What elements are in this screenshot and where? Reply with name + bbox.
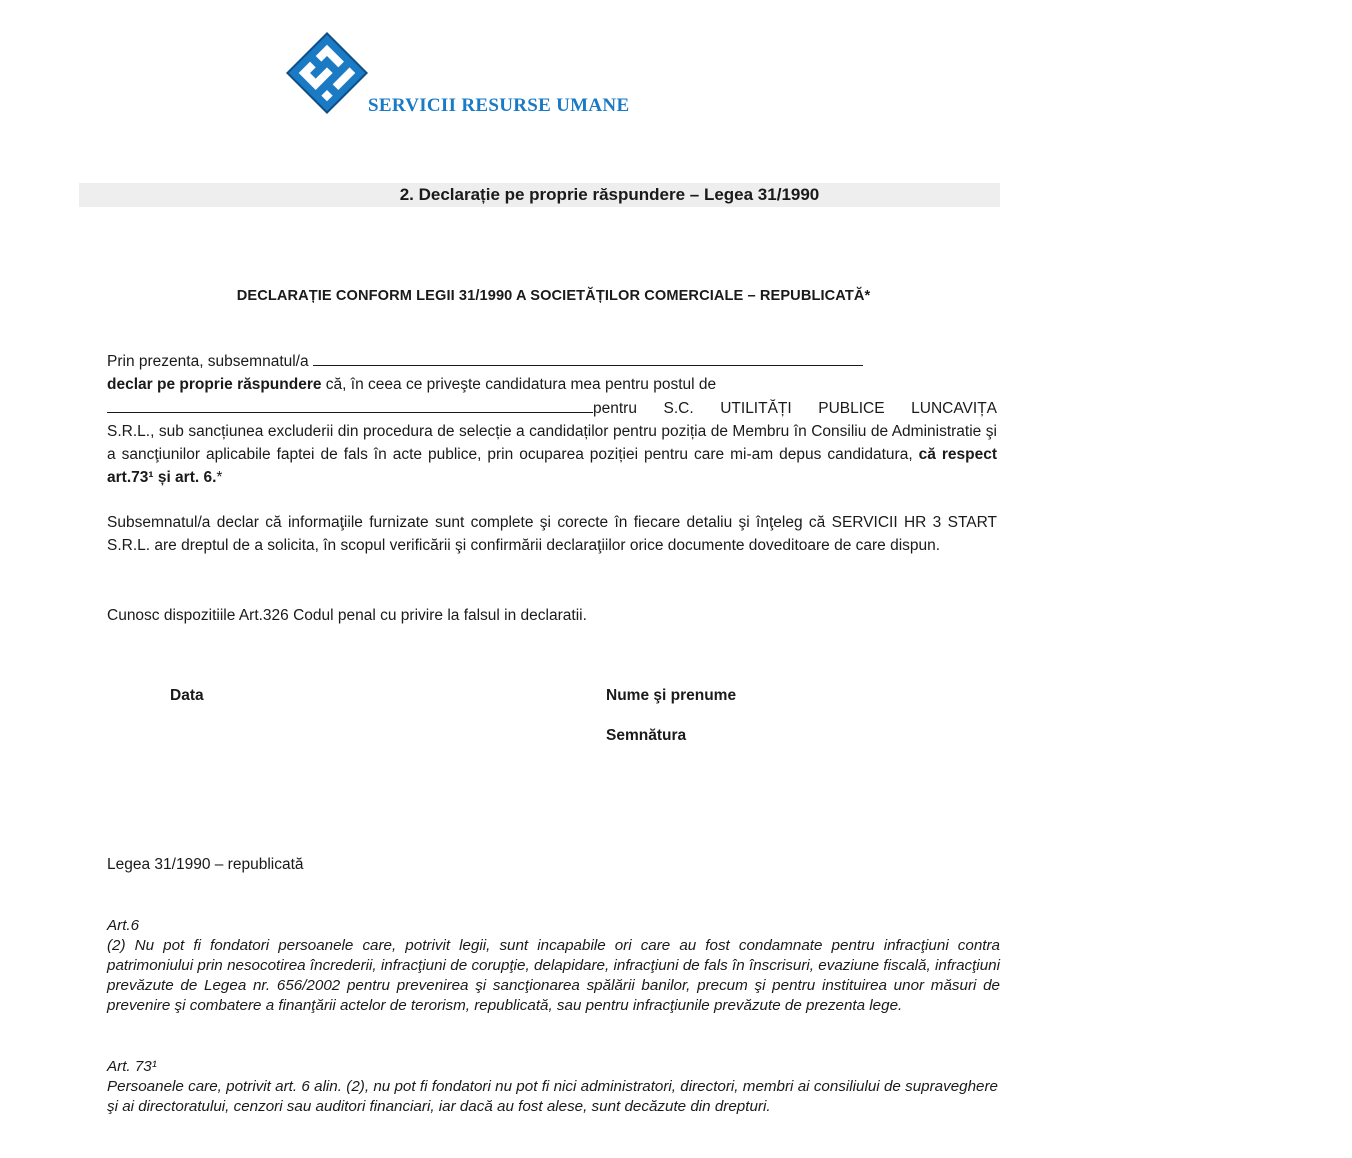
- signature-label: Semnătura: [606, 727, 687, 744]
- article-73-1: [107, 1057, 998, 1117]
- respect-bold-text: că respect art.73¹ și art. 6.: [107, 446, 997, 487]
- law-title: Legea 31/1990 – republicată: [107, 856, 304, 873]
- declare-rest-text: că, în ceea ce priveşte candidatura mea pentru postul de: [321, 376, 717, 394]
- penal-code-paragraph: Cunosc dispozitiile Art.326 Codul penal cu privire la falsul in declaratii.: [107, 607, 587, 624]
- declaration-body: [107, 420, 997, 490]
- asterisk-mark: *: [216, 469, 223, 487]
- date-label: Data: [170, 687, 204, 704]
- position-blank-field[interactable]: [107, 412, 593, 413]
- position-rest-text: pentru S.C. UTILITĂȚI PUBLICE LUNCAVIȚA: [593, 399, 997, 417]
- brand-name: SERVICII RESURSE UMANE: [368, 95, 630, 116]
- information-paragraph: Subsemnatul/a declar că informaţiile furnizate sunt complete şi corecte în fiecare detaliu şi înţeleg că SERVICII HR 3 START S.R.L. are dreptul de a solicita, în scopul verificării şi confirmării declaraţiilor orice documente doveditoare de care dispun.: [107, 514, 997, 555]
- article-73-1-text: Persoanele care, potrivit art. 6 alin. (2), nu pot fi fondatori nu pot fi nici administratori, directori, membri ai consiliului de supraveghere şi ai directoratului, cenzori sau auditori financiari, iar dacă au fost alese, sunt decăzute din drepturi.: [107, 1078, 998, 1115]
- full-name-label: Nume şi prenume: [606, 687, 737, 704]
- declaration-heading: DECLARAȚIE CONFORM LEGII 31/1990 A SOCIETĂȚILOR COMERCIALE – REPUBLICATĂ*: [236, 288, 871, 304]
- article-6: [107, 916, 1000, 1016]
- article-6-title: Art.6: [107, 917, 140, 934]
- name-blank-field[interactable]: [313, 365, 863, 366]
- hr-logo-icon: [282, 28, 372, 118]
- declare-line: [107, 373, 997, 396]
- declaration-paragraph: [107, 350, 997, 490]
- declaration-body-text: S.R.L., sub sancțiunea excluderii din procedura de selecție a candidaților pentru poziția de Membru în Consiliu de Administratie şi a sancţiunilor aplicabile faptei de fals în acte publice, prin ocuparea poziției pentru care mi-am depus candidatura,: [107, 422, 997, 464]
- position-line: [107, 397, 997, 420]
- article-6-text: (2) Nu pot fi fondatori persoanele care, potrivit legii, sunt incapabile ori care au fost condamnate pentru infracţiuni contra patrimoniului prin nesocotirea încrederii, infracţiuni de corupţie, delapidare, infracţiuni de fals în înscrisuri, evaziune fiscală, infracţiuni prevăzute de Legea nr. 656/2002 pentru prevenirea şi sancţionarea spălării banilor, precum şi pentru instituirea unor măsuri de prevenire şi combatere a finanţării actelor de terorism, republicată, sau pentru infracţiunile prevăzute de prezenta lege.: [107, 937, 1000, 1014]
- intro-line: [107, 350, 997, 373]
- article-73-1-title: Art. 73¹: [107, 1058, 157, 1075]
- intro-text: Prin prezenta, subsemnatul/a: [107, 353, 309, 370]
- declare-bold-text: declar pe proprie răspundere: [107, 376, 322, 394]
- section-title: 2. Declarație pe proprie răspundere – Legea 31/1990: [399, 185, 820, 204]
